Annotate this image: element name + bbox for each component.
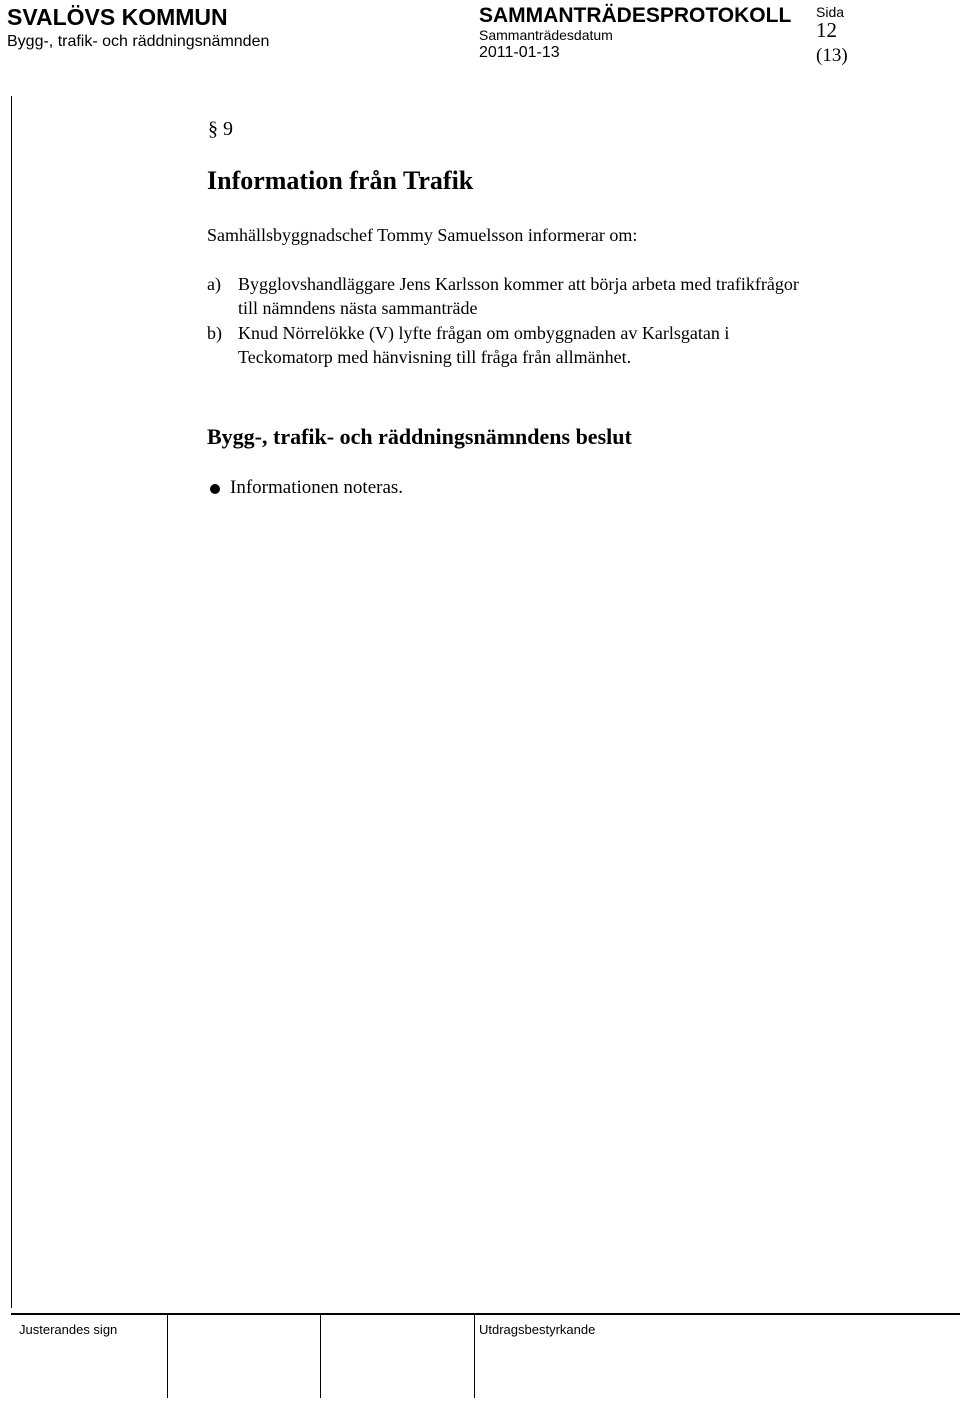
- extract-certification-label: Utdragsbestyrkande: [479, 1322, 596, 1337]
- list-item-text: Teckomatorp med hänvisning till fråga från allmänhet.: [238, 347, 632, 367]
- footer-divider: [474, 1313, 475, 1398]
- left-margin-rule: [11, 96, 12, 1308]
- signature-label: Justerandes sign: [19, 1322, 118, 1337]
- page-number: 12: [816, 18, 837, 42]
- list-item-text: Knud Nörrelökke (V) lyfte frågan om ombyggnaden av Karlsgatan i: [238, 323, 730, 343]
- meeting-date: 2011-01-13: [479, 44, 560, 61]
- list-item-marker: b): [207, 323, 222, 343]
- intro-text: Samhällsbyggnadschef Tommy Samuelsson informerar om:: [207, 225, 638, 245]
- footer-rule: [11, 1313, 960, 1315]
- list-item-text: till nämndens nästa sammanträde: [238, 298, 478, 318]
- section-heading: Information från Trafik: [207, 166, 474, 195]
- list-item-marker: a): [207, 274, 221, 294]
- decision-text: Informationen noteras.: [230, 477, 404, 498]
- footer-divider: [167, 1313, 168, 1398]
- committee-name: Bygg-, trafik- och räddningsnämnden: [7, 33, 270, 50]
- meeting-date-label: Sammanträdesdatum: [479, 27, 613, 43]
- list-item-text: Bygglovshandläggare Jens Karlsson kommer att börja arbeta med trafikfrågor: [238, 274, 799, 294]
- section-number: § 9: [208, 118, 233, 140]
- footer-divider: [320, 1313, 321, 1398]
- bullet-icon: [210, 484, 220, 494]
- page-total: (13): [816, 45, 848, 66]
- document-type: SAMMANTRÄDESPROTOKOLL: [479, 4, 792, 27]
- decision-heading: Bygg-, trafik- och räddningsnämndens beslut: [207, 424, 632, 449]
- organization-name: SVALÖVS KOMMUN: [7, 4, 228, 30]
- page-label: Sida: [816, 4, 845, 20]
